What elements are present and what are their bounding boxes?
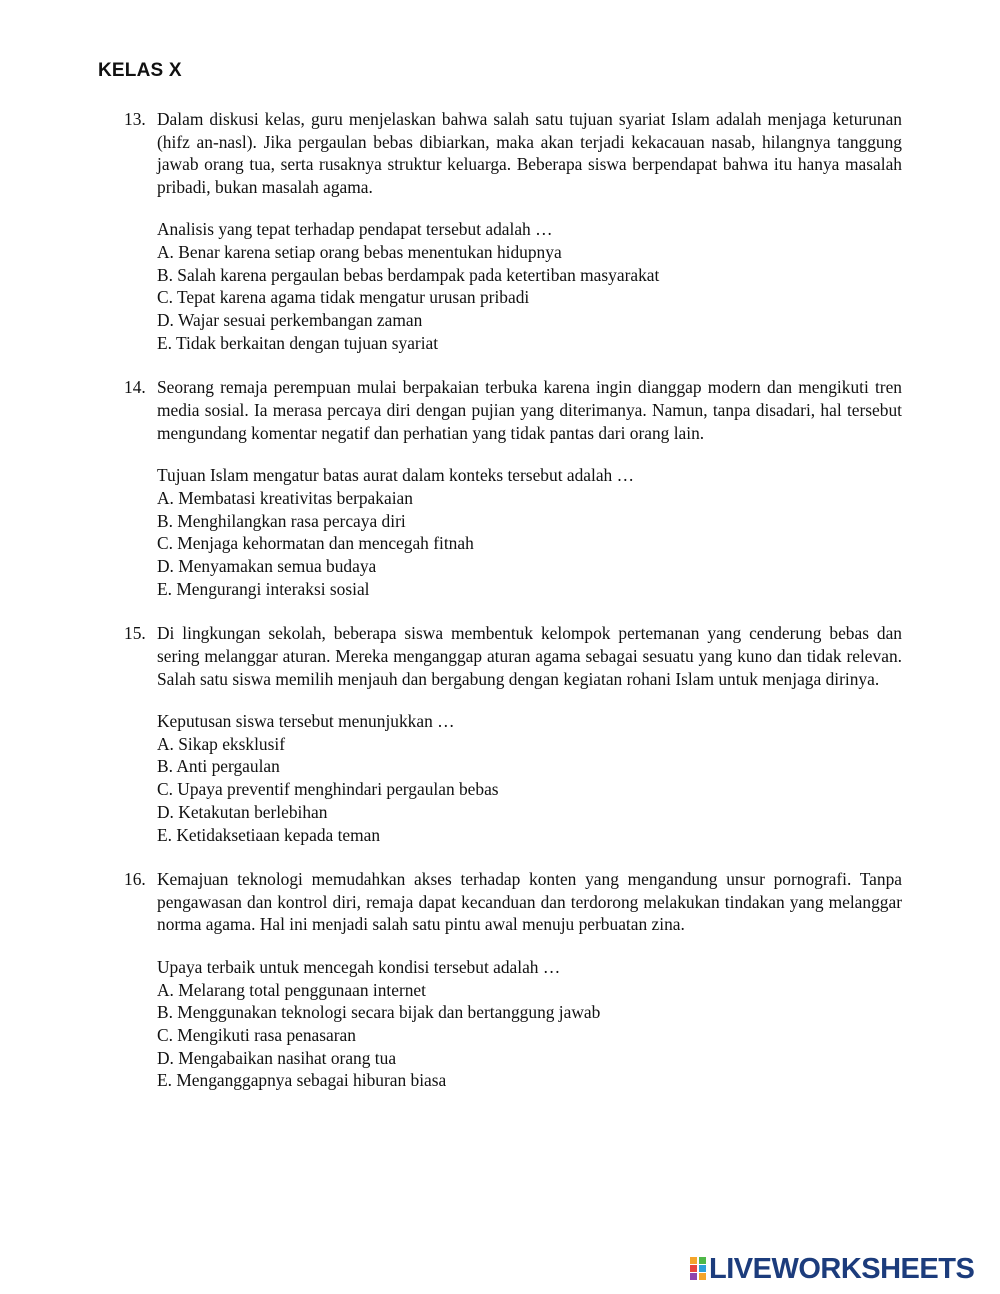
question-number: 13. xyxy=(124,109,146,129)
option-d[interactable]: D. Menyamakan semua budaya xyxy=(157,555,377,576)
question-number: 14. xyxy=(124,377,146,398)
liveworksheets-logo-text: LIVEWORKSHEETS xyxy=(709,1253,975,1285)
question-prompt: Upaya terbaik untuk mencegah kondisi tersebut adalah … xyxy=(157,957,561,978)
option-a[interactable]: A. Benar karena setiap orang bebas menentukan hidupnya xyxy=(157,241,562,262)
question-list xyxy=(124,108,902,1114)
answer-options xyxy=(157,979,902,1093)
question-14 xyxy=(124,376,902,600)
option-a[interactable]: A. Melarang total penggunaan internet xyxy=(157,979,426,1000)
option-e[interactable]: E. Mengurangi interaksi sosial xyxy=(157,578,370,599)
question-number: 16. xyxy=(124,869,146,890)
option-e[interactable]: E. Tidak berkaitan dengan tujuan syariat xyxy=(157,332,439,353)
question-16 xyxy=(124,868,902,1092)
option-c[interactable]: C. Menjaga kehormatan dan mencegah fitnah xyxy=(157,533,474,554)
question-prompt: Keputusan siswa tersebut menunjukkan … xyxy=(157,711,455,732)
question-prompt: Tujuan Islam mengatur batas aurat dalam konteks tersebut adalah … xyxy=(157,465,634,486)
option-b[interactable]: B. Menggunakan teknologi secara bijak dan bertanggung jawab xyxy=(157,1002,601,1023)
question-13 xyxy=(124,108,902,354)
question-number: 15. xyxy=(124,623,146,644)
option-b[interactable]: B. Anti pergaulan xyxy=(157,756,280,777)
option-a[interactable]: A. Sikap eksklusif xyxy=(157,733,286,754)
option-c[interactable]: C. Mengikuti rasa penasaran xyxy=(157,1025,356,1046)
question-text: Di lingkungan sekolah, beberapa siswa membentuk kelompok pertemanan yang cenderung bebas dan sering melanggar aturan. Mereka menganggap aturan agama sebagai sesuatu yang kuno dan tidak relevan. Salah satu siswa memilih menjauh dan bergabung dengan kegiatan rohani Islam untuk menjaga dirinya. xyxy=(157,623,902,689)
option-d[interactable]: D. Mengabaikan nasihat orang tua xyxy=(157,1047,397,1068)
option-d[interactable]: D. Ketakutan berlebihan xyxy=(157,801,328,822)
answer-options xyxy=(157,733,902,847)
answer-options xyxy=(157,487,902,601)
page-title: KELAS X xyxy=(98,60,182,81)
question-text: Seorang remaja perempuan mulai berpakaian terbuka karena ingin dianggap modern dan mengikuti tren media sosial. Ia merasa percaya diri dengan pujian yang diterimanya. Namun, tanpa disadari, hal tersebut mengundang komentar negatif dan perhatian yang tidak pantas dari orang lain. xyxy=(157,377,902,443)
option-a[interactable]: A. Membatasi kreativitas berpakaian xyxy=(157,487,413,508)
option-c[interactable]: C. Upaya preventif menghindari pergaulan bebas xyxy=(157,779,499,800)
question-15 xyxy=(124,622,902,846)
option-e[interactable]: E. Menganggapnya sebagai hiburan biasa xyxy=(157,1070,447,1091)
question-text: Kemajuan teknologi memudahkan akses terhadap konten yang mengandung unsur pornografi. Tanpa pengawasan dan kontrol diri, remaja dapat kecanduan dan terdorong melakukan tindakan yang melanggar norma agama. Hal ini menjadi salah satu pintu awal menuju perbuatan zina. xyxy=(157,869,902,935)
answer-options xyxy=(157,241,902,355)
question-prompt: Analisis yang tepat terhadap pendapat tersebut adalah … xyxy=(157,219,553,240)
option-b[interactable]: B. Salah karena pergaulan bebas berdampak pada ketertiban masyarakat xyxy=(157,264,660,285)
question-text: Dalam diskusi kelas, guru menjelaskan bahwa salah satu tujuan syariat Islam adalah menjaga keturunan (hifz an-nasl). Jika pergaulan bebas dibiarkan, maka akan terjadi kekacauan nasab, hilangnya tanggung jawab orang tua, serta rusaknya struktur keluarga. Beberapa siswa berpendapat bahwa itu hanya masalah pribadi, bukan masalah agama. xyxy=(157,109,902,197)
option-c[interactable]: C. Tepat karena agama tidak mengatur urusan pribadi xyxy=(157,287,530,308)
option-e[interactable]: E. Ketidaksetiaan kepada teman xyxy=(157,824,381,845)
option-b[interactable]: B. Menghilangkan rasa percaya diri xyxy=(157,510,406,531)
liveworksheets-logo-icon xyxy=(690,1257,707,1281)
option-d[interactable]: D. Wajar sesuai perkembangan zaman xyxy=(157,310,423,331)
liveworksheets-brand xyxy=(690,1252,974,1286)
